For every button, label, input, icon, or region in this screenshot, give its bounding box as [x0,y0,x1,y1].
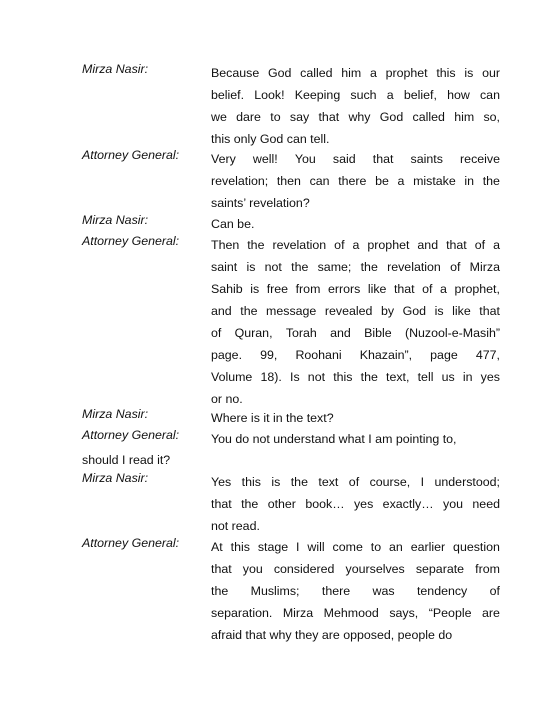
speech-line: Volume 18). Is not this the text, tell us in yes [211,370,500,384]
speech-line: At this stage I will come to an earlier question [211,540,500,554]
speaker-name: Attorney General [82,148,176,162]
speech-line: saint is not the same; the revelation of Mirza [211,260,500,274]
speech-text [211,407,500,429]
speech-text [211,428,500,450]
speech-line: Can be. [211,217,255,231]
speaker-label: Mirza Nasir: [82,62,149,76]
speaker-label: Mirza Nasir: [82,471,149,485]
speech-line: You do not understand what I am pointing to, [211,432,457,446]
speech-line: Sahib is free from errors like that of a prophet, [211,282,500,296]
speaker-name: Mirza Nasir [82,407,145,421]
speech-line: page. 99, Roohani Khazain”, page 477, [211,348,500,362]
speech-text [211,62,500,150]
speech-line: Then the revelation of a prophet and that of a [211,238,500,252]
speech-line: that you considered yourselves separate from [211,562,500,576]
speaker-name: Attorney General [82,428,176,442]
speaker-label: Attorney General: [82,234,180,248]
speaker-name: Mirza Nasir [82,471,145,485]
speech-line: and the message revealed by God is like that [211,304,500,318]
speech-line: we dare to say that why God called him so, [211,110,500,124]
speech-text [211,148,500,214]
speech-line: this only God can tell. [211,132,330,146]
speech-line: Very well! You said that saints receive [211,152,500,166]
speaker-label: Mirza Nasir: [82,213,149,227]
speech-continuation: should I read it? [82,453,171,467]
speaker-label: Mirza Nasir: [82,407,149,421]
speaker-label: Attorney General: [82,148,180,162]
speech-line: belief. Look! Keeping such a belief, how can [211,88,500,102]
speech-line: the Muslims; there was tendency of [211,584,500,598]
speech-line: revelation; then can there be a mistake in the [211,174,500,188]
speech-text [211,471,500,537]
speech-line: of Quran, Torah and Bible (Nuzool-e-Masih” [211,326,500,340]
speaker-name: Attorney General [82,234,176,248]
speech-line: not read. [211,519,260,533]
speaker-label: Attorney General: [82,428,180,442]
speech-line: Where is it in the text? [211,411,334,425]
speech-text [211,234,500,410]
speech-line: that the other book… yes exactly… you need [211,497,500,511]
speech-line: saints’ revelation? [211,196,310,210]
speaker-name: Attorney General [82,536,176,550]
speech-line: Because God called him a prophet this is our [211,66,500,80]
speech-line: Yes this is the text of course, I understood; [211,475,500,489]
speech-line: separation. Mirza Mehmood says, “People are [211,606,500,620]
speaker-label: Attorney General: [82,536,180,550]
speech-line: or no. [211,392,243,406]
speaker-name: Mirza Nasir [82,213,145,227]
speech-text [211,213,500,235]
speaker-name: Mirza Nasir [82,62,145,76]
speech-text [211,536,500,646]
speech-line: afraid that why they are opposed, people do [211,628,453,642]
